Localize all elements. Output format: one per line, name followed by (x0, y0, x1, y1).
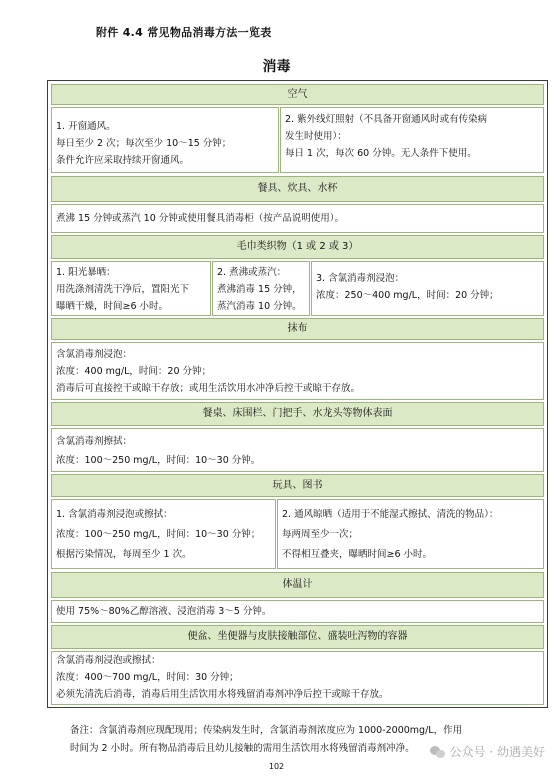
textiles-method-boil: 2. 煮沸或蒸汽： 煮沸消毒 15 分钟， 蒸汽消毒 10 分钟。 (212, 261, 310, 316)
footnote: 备注：含氯消毒剂应现配现用；传染病发生时，含氯消毒剂浓度应为 1000-2000mg/L，作用 时间为 2 小时。所有物品消毒后且幼儿接触的需用生活饮用水将残留消毒剂冲净。 (70, 725, 463, 754)
thermometer-method: 使用 75%～80%乙醇溶液、浸泡消毒 3～5 分钟。 (51, 600, 544, 623)
tableware-method: 煮沸 15 分钟或蒸汽 10 分钟或使用餐具消毒柜（按产品说明使用）。 (51, 204, 544, 233)
thermometer-header: 体温计 (51, 572, 544, 598)
cloth-method: 含氯消毒剂浸泡： 浓度：400 mg/L，时间：20 分钟； 消毒后可直接控干或晾干存放；或用生活饮用水冲净后控干或晾干存放。 (51, 342, 544, 400)
surfaces-header: 餐桌、床围栏、门把手、水龙头等物体表面 (51, 402, 544, 426)
textiles-method-sun: 1. 阳光暴晒： 用洗涤剂清洗干净后，置阳光下 曝晒干燥，时间≥6 小时。 (51, 261, 211, 316)
textiles-header: 毛巾类织物（1 或 2 或 3） (51, 235, 544, 259)
surfaces-method: 含氯消毒剂擦拭： 浓度：100～250 mg/L，时间：10～30 分钟。 (51, 428, 544, 472)
air-method-ventilation: 1. 开窗通风。 每日至少 2 次；每次至少 10～15 分钟； 条件允许应采取持续开窗通风。 (51, 107, 279, 173)
wechat-icon (430, 746, 446, 758)
air-method-uv: 2. 紫外线灯照射（不具备开窗通风时或有传染病 发生时使用）： 每日 1 次，每次 60 分钟。无人条件下使用。 (280, 107, 544, 173)
watermark (430, 743, 545, 760)
air-header: 空气 (51, 84, 544, 105)
watermark-text: 公众号 · 幼遇美好 (449, 745, 545, 759)
page-number: 102 (268, 762, 285, 771)
document-title: 附件 4.4 常见物品消毒方法一览表 (96, 26, 272, 39)
section-title: 消毒 (262, 59, 291, 75)
toilet-header: 便盆、坐便器与皮肤接触部位、盛装吐泻物的容器 (51, 625, 544, 649)
textiles-method-chlorine: 3. 含氯消毒剂浸泡： 浓度：250～400 mg/L，时间：20 分钟； (311, 261, 544, 316)
toilet-method: 含氯消毒剂浸泡或擦拭： 浓度：400～700 mg/L，时间：30 分钟； 必须先清洗后消毒，消毒后用生活饮用水将残留消毒剂冲净后控干或晾干存放。 (51, 651, 544, 705)
tableware-header: 餐具、炊具、水杯 (51, 176, 544, 202)
toys-method-ventilation: 2. 通风晾晒（适用于不能湿式擦拭、清洗的物品）： 每两周至少一次； 不得相互叠夹，曝晒时间≥6 小时。 (277, 499, 544, 569)
cloth-header: 抹布 (51, 318, 544, 340)
toys-method-chlorine: 1. 含氯消毒剂浸泡或擦拭： 浓度：100～250 mg/L，时间：10～30 分钟； 根据污染情况，每周至少 1 次。 (51, 499, 276, 569)
toys-header: 玩具、图书 (51, 474, 544, 497)
